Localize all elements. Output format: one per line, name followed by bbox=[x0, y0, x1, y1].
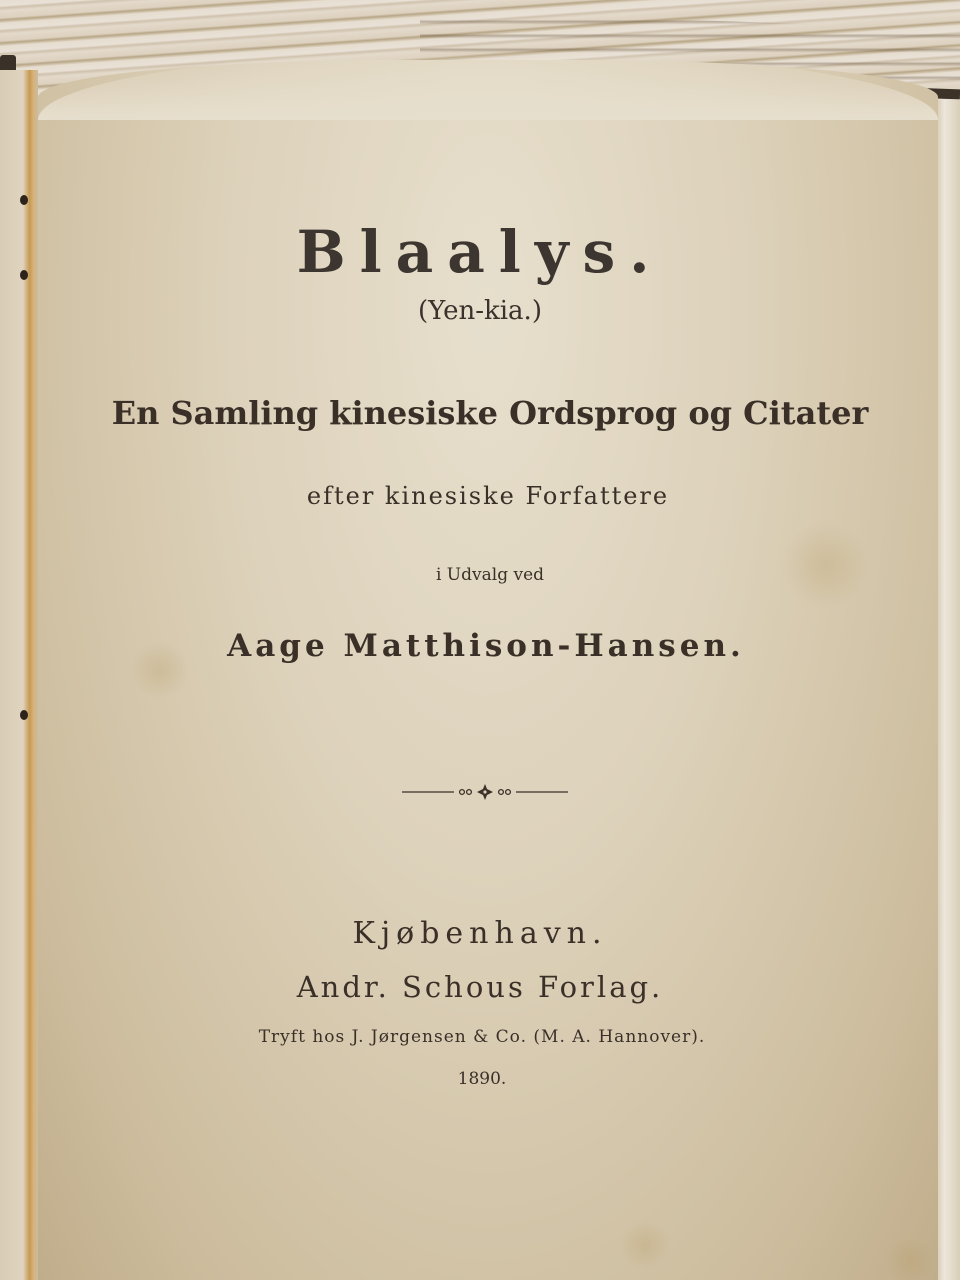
selection-by-label: i Udvalg ved bbox=[435, 565, 545, 585]
publisher-name: Andr. Schous Forlag. bbox=[296, 970, 664, 1004]
book-subtitle: En Samling kinesiske Ordsprog og Citater bbox=[111, 394, 869, 432]
publication-year: 1890. bbox=[457, 1069, 507, 1089]
book-title-alternate: (Yen-kia.) bbox=[418, 296, 542, 326]
book-title: Blaalys. bbox=[296, 218, 664, 286]
printer-credit: Tryft hos J. Jørgensen & Co. (M. A. Hannover). bbox=[258, 1027, 706, 1047]
publication-city: Kjøbenhavn. bbox=[352, 916, 608, 951]
author-name: Aage Matthison-Hansen. bbox=[227, 628, 745, 664]
ornament-divider-icon bbox=[402, 782, 568, 802]
subtitle-source: efter kinesiske Forfattere bbox=[306, 482, 670, 510]
